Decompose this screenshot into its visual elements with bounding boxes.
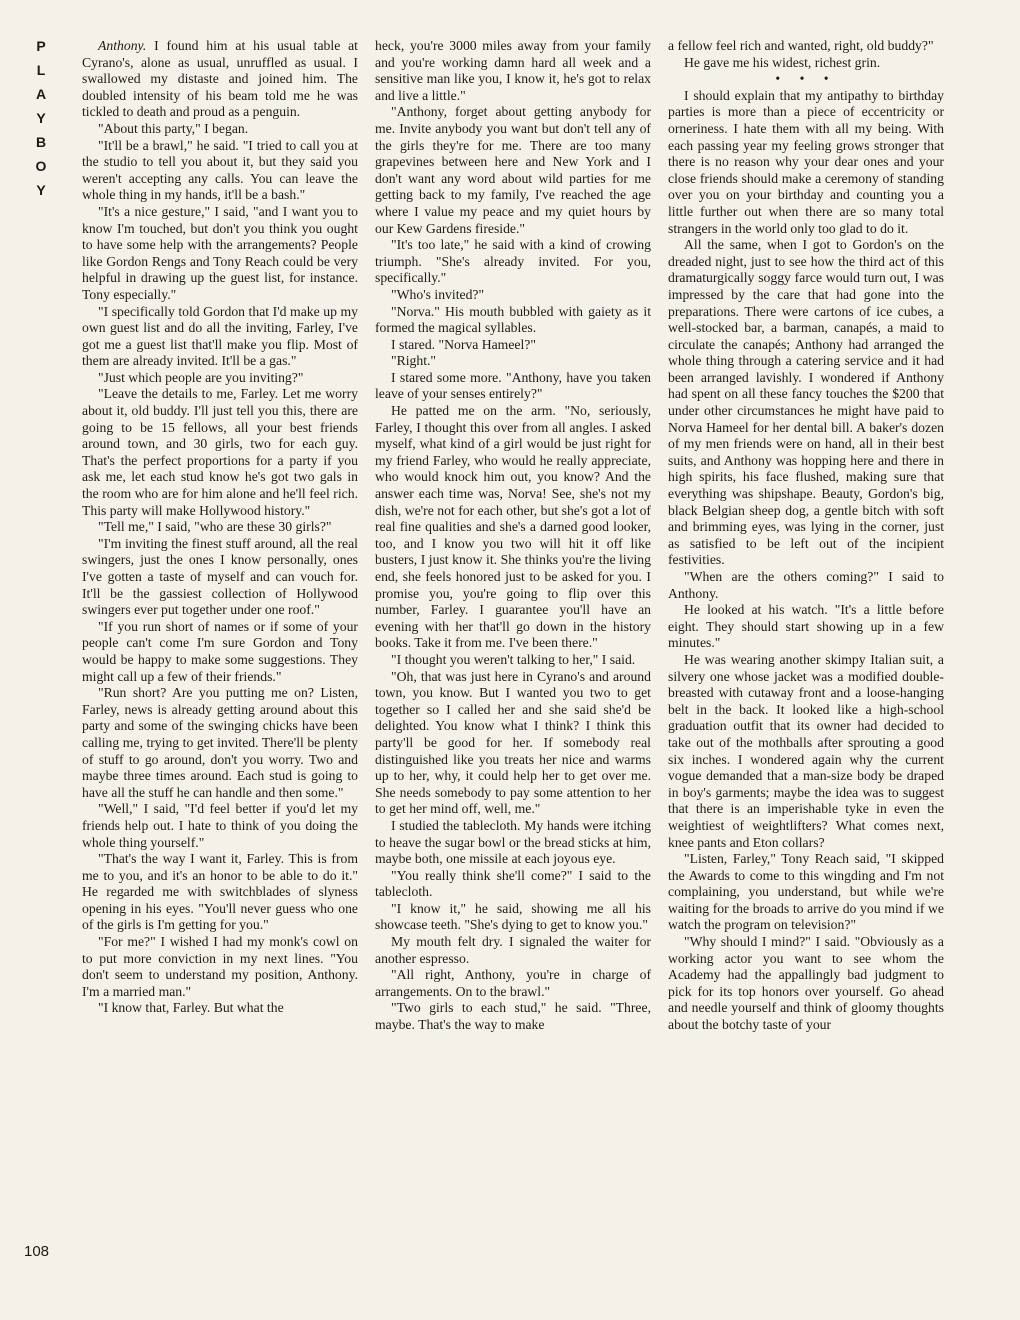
- paragraph: "Who's invited?": [391, 286, 485, 302]
- paragraph: I stared. "Norva Hameel?": [391, 336, 536, 352]
- paragraph: I studied the tablecloth. My hands were itching to heave the sugar bowl or the bread sticks at him, maybe both, one missile at each joyous eye.: [375, 817, 651, 867]
- paragraph: "Tell me," I said, "who are these 30 girls?": [98, 519, 332, 535]
- paragraph: "Listen, Farley," Tony Reach said, "I skipped the Awards to come to this wingding and I'm not complaining, you understand, but while we're waiting for the broads to arrive do you mind if we watch the program on television?": [668, 851, 944, 933]
- masthead-letter: Y: [36, 182, 46, 198]
- paragraph: "For me?" I wished I had my monk's cowl on to put more conviction in my next lines. "You don't seem to understand my position, Anthony. I'm a married man.": [82, 934, 358, 999]
- section-break: • • •: [775, 71, 837, 87]
- paragraph: "All right, Anthony, you're in charge of arrangements. On to the brawl.": [375, 967, 651, 999]
- masthead: [26, 34, 56, 202]
- text-column-2: [375, 38, 651, 1034]
- paragraph: All the same, when I got to Gordon's on the dreaded night, just to see how the third act of this dramaturgically soggy farce would turn out, I was impressed by the care that had gone into the preparations. There were cartons of ice cubes, a well-stocked bar, a barman, canapés, a maid to circulate the canapés; Anthony had arranged the whole thing through a catering service and it had been arranged lavishly. I wondered if Anthony had spent on all these fancy touches the $200 that under other circumstances he might have paid to Norva Hameel for her dental bill. A baker's dozen of my men friends were on hand, all in their best suits, and Anthony was hopping here and there in high spirits, his face flushed, making sure that everything was shipshape. Beauty, Gordon's big, black Belgian sheep dog, a gentle bitch with soft and brimming eyes, was lying in the corner, just as satisfied to be left out of the incipient festivities.: [668, 237, 944, 568]
- masthead-letter: L: [36, 62, 46, 78]
- paragraph: "It's a nice gesture," I said, "and I want you to know I'm touched, but don't you think you ought to have some help with the arrangements? People like Gordon Rengs and Tony Reach could be very helpful in drawing up the guest list, for instance. Tony especially.": [82, 203, 358, 302]
- paragraph: "Right.": [391, 353, 437, 369]
- paragraph: heck, you're 3000 miles away from your family and you're working damn hard all week and a sensitive man like you, I know it, he's got to relax and live a little.": [375, 38, 651, 103]
- masthead-letter: P: [36, 38, 46, 54]
- paragraph: I stared some more. "Anthony, have you taken leave of your senses entirely?": [375, 369, 651, 402]
- page-number: 108: [24, 1243, 50, 1260]
- paragraph: Anthony. I found him at his usual table at Cyrano's, alone as usual, unruffled as usual. I swallowed my distaste and joined him. The doubled intensity of his beam told me he was tickled to death and proud as a penguin.: [82, 38, 358, 120]
- paragraph: "I thought you weren't talking to her," I said.: [391, 651, 636, 667]
- paragraph: "Anthony, forget about getting anybody for me. Invite anybody you want but don't tell any of the girls they're for me. There are too many grapevines between here and New York and I don't want any word about wild parties for me getting back to my family, I've reached the age where I value my peace and my quiet hours by our Kew Gardens fireside.": [375, 104, 651, 236]
- paragraph: He was wearing another skimpy Italian suit, a silvery one whose jacket was a modified double-breasted with cutaway front and a loose-hanging belt in the back. It looked like a high-school graduation outfit that its owner had decided to take out of the mothballs after sprouting a good six inches. I wondered again why the current vogue demanded that a man-size body be draped in boy's garments; maybe the idea was to suggest that there is an imperishable tyke in even the weightiest of weightlifters? What comes next, knee pants and Eton collars?: [668, 651, 944, 850]
- paragraph: "Run short? Are you putting me on? Listen, Farley, news is already getting around about this party and some of the swinging chicks have been calling me, trying to get invited. There'll be plenty of stuff to go around, don't you worry. Two and maybe three times around. Each stud is going to have all the stuff he can handle and then some.": [82, 685, 358, 800]
- paragraph: "Why should I mind?" I said. "Obviously as a working actor you want to see whom the Academy had the appallingly bad judgment to pick for its top honors over yourself. Go ahead and needle yourself and think of gloomy thoughts about the botchy taste of your: [668, 934, 944, 1033]
- paragraph: "It'll be a brawl," he said. "I tried to call you at the studio to tell you about it, but they said you weren't accepting any calls. You can leave the whole thing in my hands, it'll be a bash.": [82, 137, 358, 203]
- paragraph: He patted me on the arm. "No, seriously, Farley, I thought this over from all angles. I asked myself, what kind of a girl would be just right for my friend Farley, who would he really appreciate, who would knock him out, you know? And the answer each time was, Norva! See, she's not my dish, we're not for each other, but she's got a lot of real fine qualities and she's a darned good looker, too, and I know you two will hit it off like busters, I just know it. She thinks you're the living end, she feels honored just to be asked for you. I promise you, you're going to flip over this number, Farley. I guarantee you'll have an evening with her that'll go down in the history books. Take it from me. I've been there.": [375, 403, 651, 651]
- paragraph: "I know it," he said, showing me all his showcase teeth. "She's dying to get to know you.": [375, 900, 651, 933]
- masthead-letter: O: [35, 158, 47, 174]
- paragraph: "Oh, that was just here in Cyrano's and around town, you know. But I wanted you two to get together so I called her and she said she'd be delighted. You know what I think? I think this party'll be good for her. If somebody real distinguished like you treats her nice and warms up to her, why, it could help her to get over me. She needs somebody to pay some attention to her to get her mind off, well, me.": [375, 668, 651, 817]
- text-column-1: [82, 38, 358, 1017]
- lead-word: Anthony.: [98, 38, 147, 53]
- paragraph: He gave me his widest, richest grin.: [684, 54, 881, 70]
- paragraph: He looked at his watch. "It's a little before eight. They should start showing up in a few minutes.": [668, 602, 944, 651]
- paragraph: "Just which people are you inviting?": [98, 369, 304, 385]
- text-column-3: [668, 38, 944, 1034]
- masthead-letter: B: [35, 134, 47, 150]
- paragraph: I should explain that my antipathy to birthday parties is more than a piece of eccentricity or orneriness. I hate them with all my being. With each passing year my feeling grows stronger that there is no reason why your dear ones and your close friends should make a ceremony of standing over you on your birthday and counting you a little further out when there are so many total strangers in the world only too glad to do it.: [668, 87, 944, 236]
- paragraph: "I know that, Farley. But what the: [98, 1000, 284, 1016]
- paragraph: "Well," I said, "I'd feel better if you'd let my friends help out. I hate to think of you doing the whole thing yourself.": [82, 801, 358, 850]
- paragraph: a fellow feel rich and wanted, right, old buddy?": [668, 38, 934, 53]
- masthead-letter: Y: [36, 110, 46, 126]
- paragraph: My mouth felt dry. I signaled the waiter for another espresso.: [375, 934, 651, 966]
- paragraph: "When are the others coming?" I said to Anthony.: [668, 569, 944, 601]
- paragraph: "If you run short of names or if some of your people can't come I'm sure Gordon and Tony would be happy to make some suggestions. They might call up a few of their friends.": [82, 618, 358, 684]
- paragraph: "It's too late," he said with a kind of crowing triumph. "She's already invited. For you, specifically.": [375, 237, 651, 286]
- paragraph: "That's the way I want it, Farley. This is from me to you, and it's an honor to be able to do it." He regarded me with switchblades of slyness opening in his eyes. "You'll never guess who one of the girls is I'm getting for you.": [82, 851, 358, 933]
- paragraph: "I specifically told Gordon that I'd make up my own guest list and do all the inviting, Farley, I've got me a guest list that'll make you flip. Most of them are already invited. It'll be a gas.": [82, 303, 358, 369]
- paragraph: "You really think she'll come?" I said to the tablecloth.: [375, 867, 651, 900]
- paragraph: "About this party," I began.: [98, 120, 249, 136]
- paragraph: "Leave the details to me, Farley. Let me worry about it, old buddy. I'll just tell you this, there are going to be 15 fellows, all your best friends around town, and 30 girls, two for each guy. That's the perfect proportions for a party if you ask me, let each stud know he's got two gals in the room who are for him alone and he'll feel rich. This party will make Hollywood history.": [82, 386, 358, 518]
- paragraph: "I'm inviting the finest stuff around, all the real swingers, just the ones I know personally, ones I've gotten a taste of myself and can vouch for. It'll be the gassiest collection of Hollywood swingers ever put together under one roof.": [82, 535, 358, 618]
- paragraph: "Norva." His mouth bubbled with gaiety as it formed the magical syllables.: [375, 303, 651, 336]
- paragraph: "Two girls to each stud," he said. "Three, maybe. That's the way to make: [375, 1000, 651, 1033]
- masthead-letter: A: [35, 86, 47, 102]
